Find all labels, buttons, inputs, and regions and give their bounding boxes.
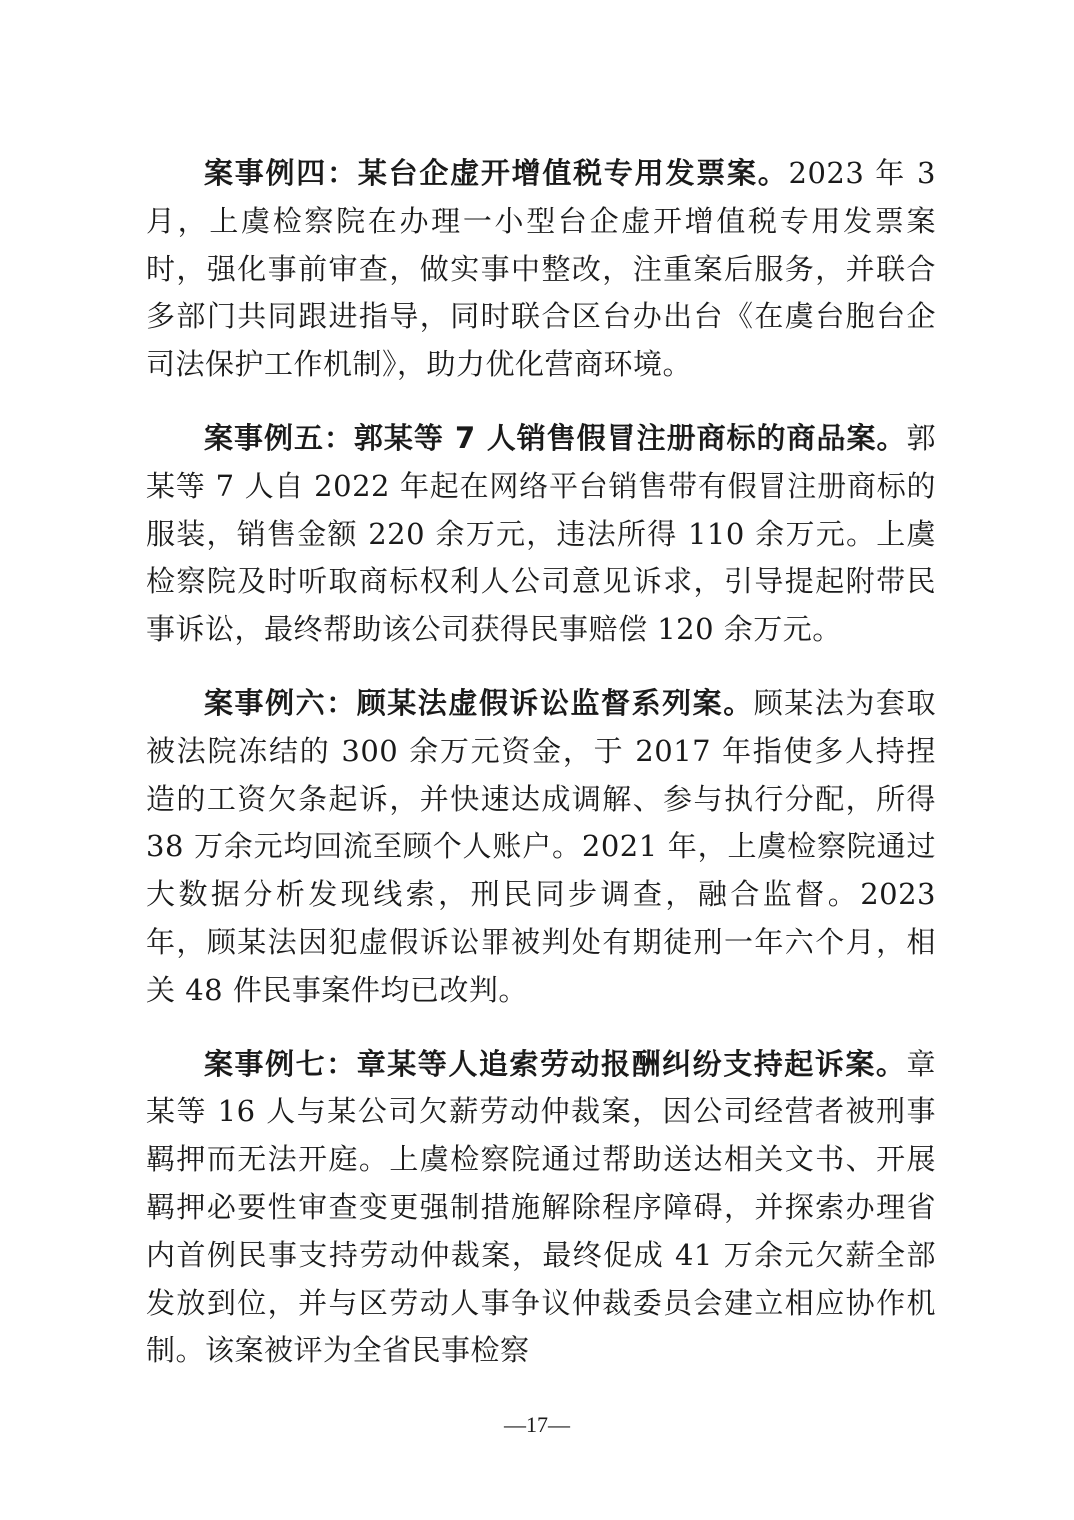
- case-paragraph-4: [146, 150, 936, 389]
- case-body-7: 章某等 16 人与某公司欠薪劳动仲裁案，因公司经营者被刑事羁押而无法开庭。上虞检察院通过帮助送达相关文书、开展羁押必要性审查变更强制措施解除程序障碍，并探索办理省内首例民事支持劳动仲裁案，最终促成 41 万余元欠薪全部发放到位，并与区劳动人事争议仲裁委员会建立相应协作机制。该案被评为全省民事检察: [146, 1046, 936, 1368]
- case-body-6: 顾某法为套取被法院冻结的 300 余万元资金，于 2017 年指使多人持捏造的工资欠条起诉，并快速达成调解、参与执行分配，所得 38 万余元均回流至顾个人账户。2021 年，上虞检察院通过大数据分析发现线索，刑民同步调查，融合监督。2023 年，顾某法因犯虚假诉讼罪被判处有期徒刑一年六个月，相关 48 件民事案件均已改判。: [146, 685, 936, 1007]
- case-heading-4: 案事例四：某台企虚开增值税专用发票案。: [204, 156, 789, 190]
- page-number: —17—: [504, 1412, 570, 1437]
- case-heading-6: 案事例六：顾某法虚假诉讼监督系列案。: [204, 685, 754, 720]
- case-body-5: 郭某等 7 人自 2022 年起在网络平台销售带有假冒注册商标的服装，销售金额 220 余万元，违法所得 110 余万元。上虞检察院及时听取商标权利人公司意见诉求，引导提起附带民事诉讼，最终帮助该公司获得民事赔偿 120 余万元。: [146, 420, 936, 647]
- case-heading-5: 案事例五：郭某等 7 人销售假冒注册商标的商品案。: [204, 420, 907, 455]
- case-paragraph-6: [146, 680, 936, 1015]
- document-body: [146, 150, 936, 1401]
- case-heading-7: 案事例七：章某等人追索劳动报酬纠纷支持起诉案。: [204, 1046, 907, 1081]
- case-body-4: 2023 年 3 月，上虞检察院在办理一小型台企虚开增值税专用发票案时，强化事前审查，做实事中整改，注重案后服务，并联合多部门共同跟进指导，同时联合区台办出台《在虞台胞台企司法保护工作机制》，助力优化营商环境。: [146, 156, 936, 382]
- case-paragraph-7: [146, 1041, 936, 1376]
- case-paragraph-5: [146, 415, 936, 654]
